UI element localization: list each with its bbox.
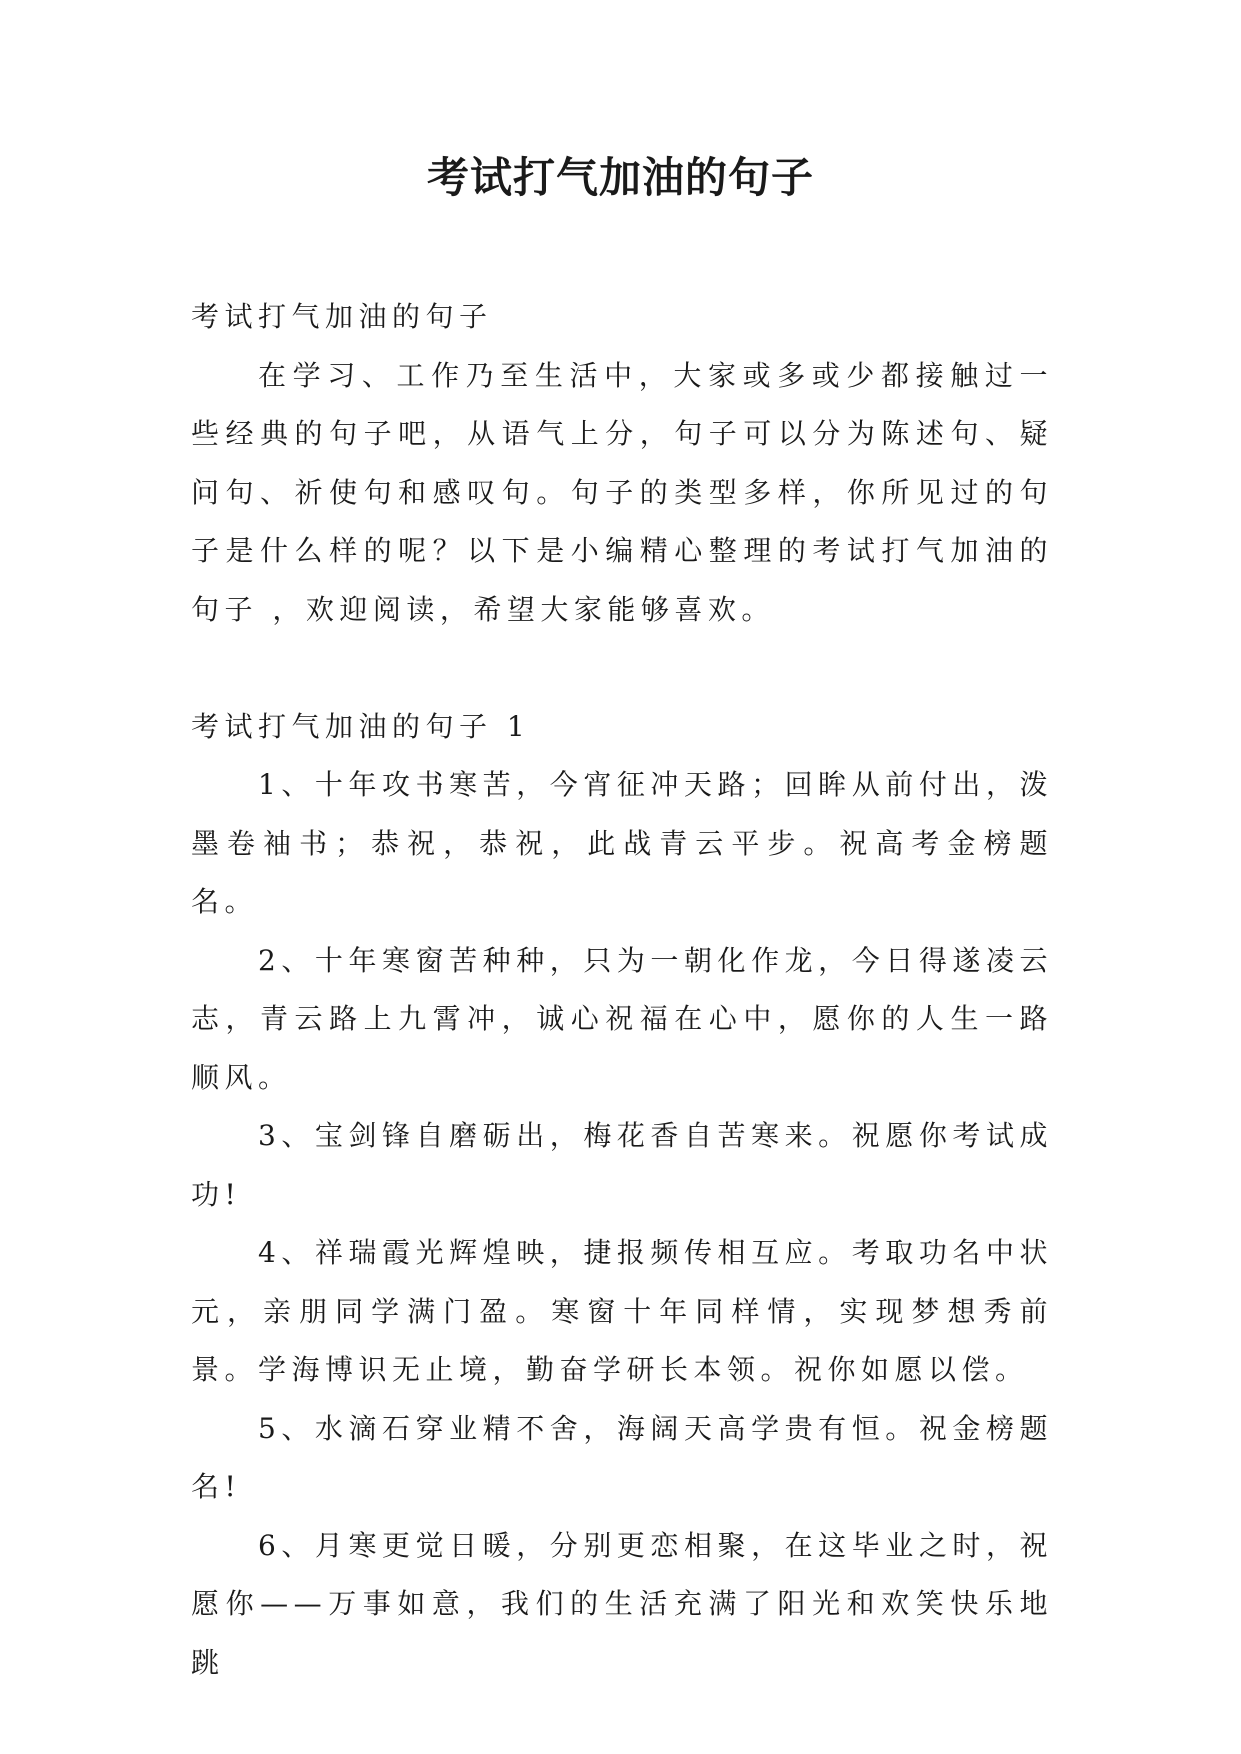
list-item: 2、十年寒窗苦种种，只为一朝化作龙，今日得遂凌云志，青云路上九霄冲，诚心祝福在心中，愿你的人生一路顺风。 [191, 943, 1053, 1094]
list-item: 4、祥瑞霞光辉煌映，捷报频传相互应。考取功名中状元，亲朋同学满门盈。寒窗十年同样情，实现梦想秀前景。学海博识无止境，勤奋学研长本领。祝你如愿以偿。 [191, 1236, 1053, 1386]
list-item: 1、十年攻书寒苦，今宵征冲天路；回眸从前付出，泼墨卷袖书；恭祝，恭祝，此战青云平步。祝高考金榜题名。 [191, 768, 1053, 918]
subheading: 考试打气加油的句子 [191, 300, 493, 333]
document-title: 考试打气加油的句子 [426, 153, 814, 202]
document-body [191, 288, 1053, 1692]
list-item: 3、宝剑锋自磨砺出，梅花香自苦寒来。祝愿你考试成功! [191, 1119, 1053, 1211]
intro-paragraph: 在学习、工作乃至生活中，大家或多或少都接触过一些经典的句子吧，从语气上分，句子可以分为陈述句、疑问句、祈使句和感叹句。句子的类型多样，你所见过的句子是什么样的呢？以下是小编精心整理的考试打气加油的句子 ，欢迎阅读，希望大家能够喜欢。 [191, 358, 1053, 626]
list-item: 6、月寒更觉日暖，分别更恋相聚，在这毕业之时，祝愿你——万事如意，我们的生活充满了阳光和欢笑快乐地跳 [191, 1528, 1053, 1679]
list-item: 5、水滴石穿业精不舍，海阔天高学贵有恒。祝金榜题名! [191, 1411, 1053, 1503]
section-heading: 考试打气加油的句子 1 [191, 709, 531, 743]
